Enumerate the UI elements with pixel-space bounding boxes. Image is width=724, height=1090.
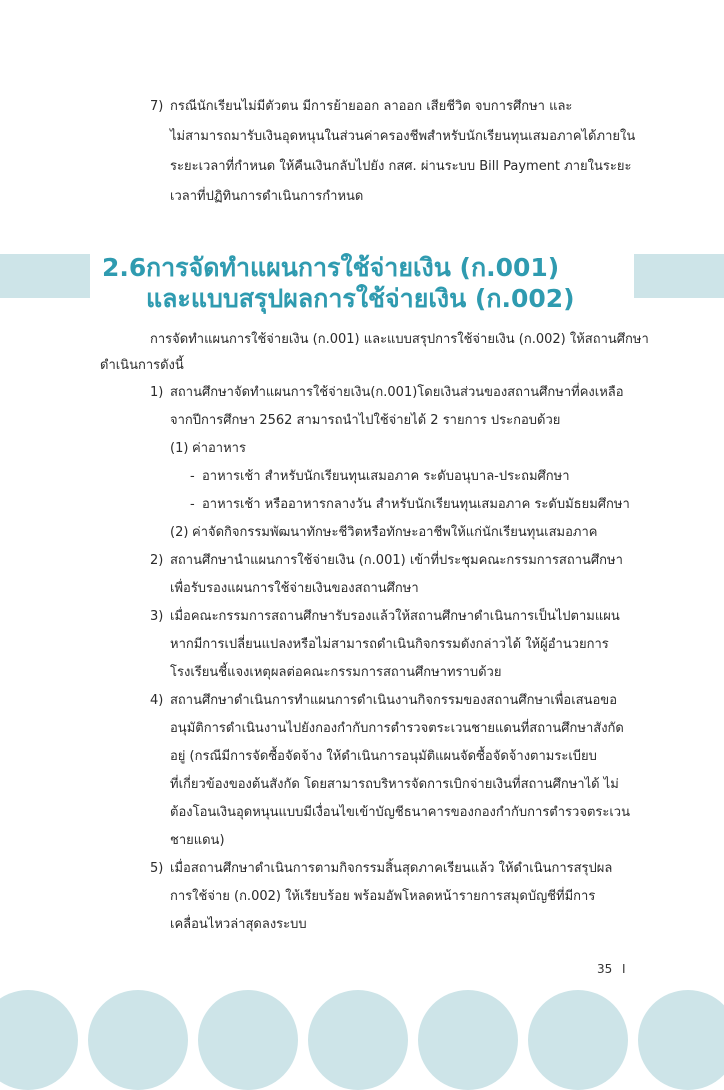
- dash-marker: -: [190, 469, 195, 484]
- section-title-line2: และแบบสรุปผลการใช้จ่ายเงิน (ก.002): [146, 284, 575, 313]
- paragraph-line: อยู่ (กรณีมีการจัดซื้อจัดจ้าง ให้ดำเนินการอนุมัติแผนจัดซื้อจัดจ้างตามระเบียบ: [170, 749, 597, 764]
- decorative-circle: [528, 990, 628, 1090]
- decorative-circle: [0, 990, 78, 1090]
- sub-item-line: อาหารเช้า สำหรับนักเรียนทุนเสมอภาค ระดับอนุบาล-ประถมศึกษา: [202, 469, 570, 484]
- paragraph-line: ชายแดน): [170, 833, 225, 848]
- decorative-circle: [638, 990, 724, 1090]
- list-number: 5): [150, 861, 164, 876]
- intro-line: การจัดทำแผนการใช้จ่ายเงิน (ก.001) และแบบสรุปการใช้จ่ายเงิน (ก.002) ให้สถานศึกษา: [150, 332, 649, 347]
- paragraph-line: เคลื่อนไหวล่าสุดลงระบบ: [170, 917, 307, 932]
- sub-label: ค่าจัดกิจกรรมพัฒนาทักษะชีวิตหรือทักษะอาชีพให้แก่นักเรียนทุนเสมอภาค: [192, 525, 598, 540]
- paragraph-line: สถานศึกษาจัดทำแผนการใช้จ่ายเงิน(ก.001)โดยเงินส่วนของสถานศึกษาที่คงเหลือ: [170, 385, 624, 400]
- paragraph-line: เมื่อคณะกรรมการสถานศึกษารับรองแล้วให้สถานศึกษาดำเนินการเป็นไปตามแผน: [170, 609, 620, 624]
- decorative-circle: [308, 990, 408, 1090]
- paragraph-line: การใช้จ่าย (ก.002) ให้เรียบร้อย พร้อมอัพโหลดหน้ารายการสมุดบัญชีที่มีการ: [170, 889, 596, 904]
- section-title-line1: การจัดทำแผนการใช้จ่ายเงิน (ก.001): [146, 253, 560, 282]
- paragraph-line: เพื่อรับรองแผนการใช้จ่ายเงินของสถานศึกษา: [170, 581, 419, 596]
- sub-item-line: อาหารเช้า หรืออาหารกลางวัน สำหรับนักเรียนทุนเสมอภาค ระดับมัธยมศึกษา: [202, 497, 630, 512]
- page-separator: I: [622, 962, 626, 976]
- paragraph-line: สถานศึกษาดำเนินการทำแผนการดำเนินงานกิจกรรมของสถานศึกษาเพื่อเสนอขอ: [170, 693, 618, 708]
- section-number: 2.6: [102, 253, 147, 282]
- paragraph-line: หากมีการเปลี่ยนแปลงหรือไม่สามารถดำเนินกิจกรรมดังกล่าวได้ ให้ผู้อำนวยการ: [170, 637, 609, 652]
- paragraph-line: ไม่สามารถมารับเงินอุดหนุนในส่วนค่าครองชีพสำหรับนักเรียนทุนเสมอภาคได้ภายใน: [170, 129, 636, 144]
- decorative-circle: [88, 990, 188, 1090]
- decorative-circle: [198, 990, 298, 1090]
- decorative-band-left: [0, 254, 90, 298]
- sub-number: (2): [170, 525, 189, 540]
- paragraph-line: เวลาที่ปฏิทินการดำเนินการกำหนด: [170, 189, 364, 204]
- sub-label: ค่าอาหาร: [192, 441, 246, 456]
- list-number: 4): [150, 693, 164, 708]
- decorative-circle: [418, 990, 518, 1090]
- paragraph-line: อนุมัติการดำเนินงานไปยังกองกำกับการตำรวจตระเวนชายแดนที่สถานศึกษาสังกัด: [170, 721, 624, 736]
- list-number: 3): [150, 609, 164, 624]
- paragraph-line: จากปีการศึกษา 2562 สามารถนำไปใช้จ่ายได้ 2 รายการ ประกอบด้วย: [170, 413, 561, 428]
- paragraph-line: ที่เกี่ยวข้องของต้นสังกัด โดยสามารถบริหารจัดการเบิกจ่ายเงินที่สถานศึกษาได้ ไม่: [170, 777, 619, 792]
- paragraph-line: โรงเรียนชี้แจงเหตุผลต่อคณะกรรมการสถานศึกษาทราบด้วย: [170, 665, 502, 680]
- paragraph-line: กรณีนักเรียนไม่มีตัวตน มีการย้ายออก ลาออก เสียชีวิต จบการศึกษา และ: [170, 99, 573, 114]
- sub-number: (1): [170, 441, 189, 456]
- paragraph-line: เมื่อสถานศึกษาดำเนินการตามกิจกรรมสิ้นสุดภาคเรียนแล้ว ให้ดำเนินการสรุปผล: [170, 861, 613, 876]
- list-number: 1): [150, 385, 164, 400]
- decorative-band-right: [634, 254, 724, 298]
- paragraph-line: ต้องโอนเงินอุดหนุนแบบมีเงื่อนไขเข้าบัญชีธนาคารของกองกำกับการตำรวจตระเวน: [170, 805, 630, 820]
- dash-marker: -: [190, 497, 195, 512]
- page-number: 35: [597, 962, 613, 976]
- intro-line: ดำเนินการดังนี้: [100, 358, 184, 373]
- list-number: 7): [150, 99, 164, 114]
- list-number: 2): [150, 553, 164, 568]
- paragraph-line: ระยะเวลาที่กำหนด ให้คืนเงินกลับไปยัง กสศ. ผ่านระบบ Bill Payment ภายในระยะ: [170, 159, 632, 174]
- paragraph-line: สถานศึกษานำแผนการใช้จ่ายเงิน (ก.001) เข้าที่ประชุมคณะกรรมการสถานศึกษา: [170, 553, 623, 568]
